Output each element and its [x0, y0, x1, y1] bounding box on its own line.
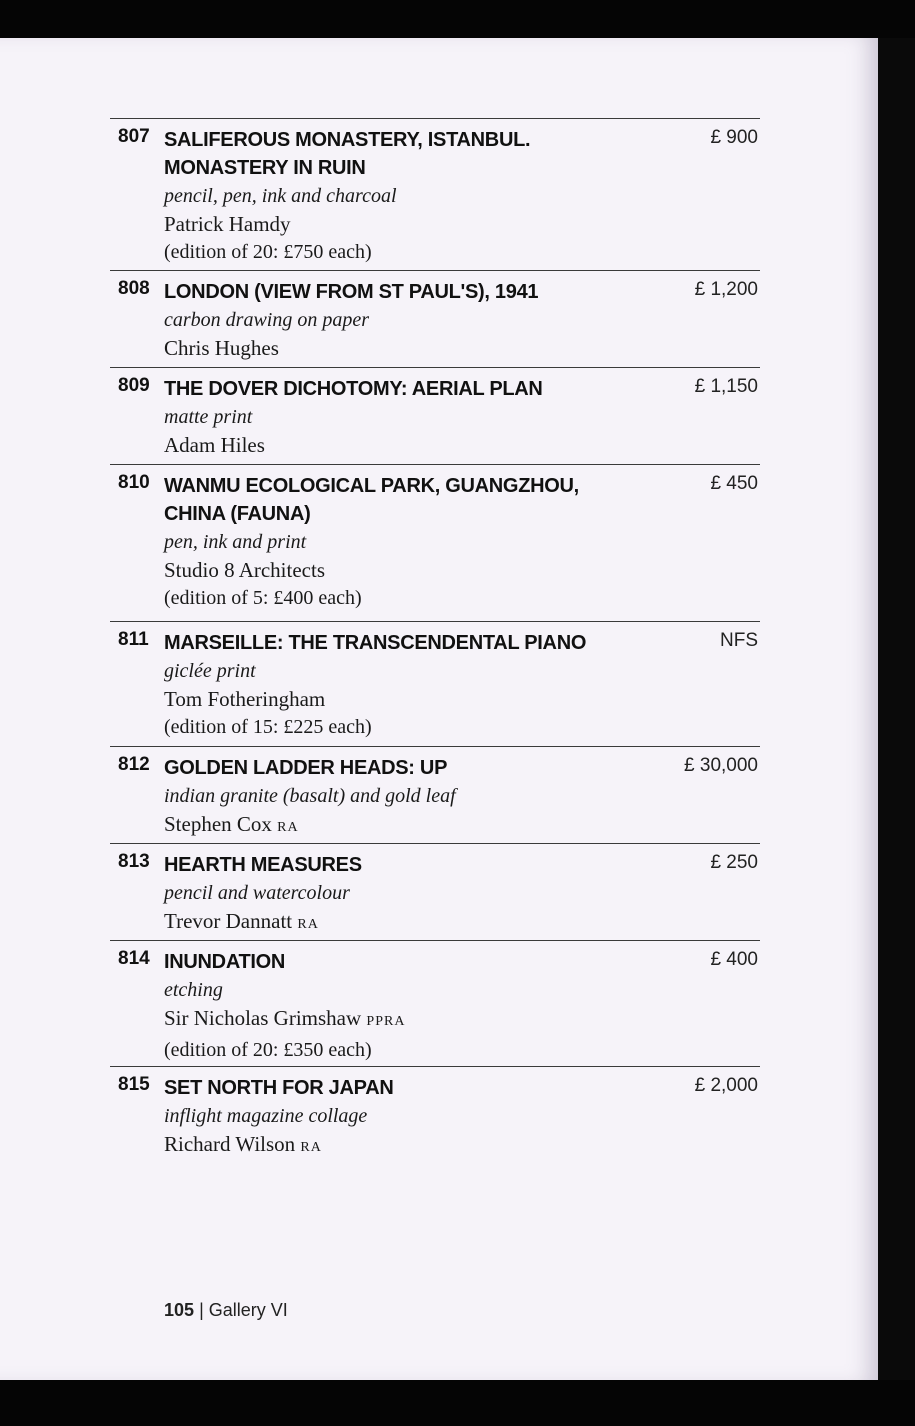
- entry-price: NFS: [720, 630, 758, 651]
- entry-title: INUNDATION: [164, 951, 286, 973]
- catalogue-entry: [110, 746, 760, 844]
- artist-name: Studio 8 Architects: [164, 558, 325, 582]
- entry-details: [164, 306, 664, 362]
- entry-number: 813: [118, 851, 150, 872]
- entry-medium: etching: [164, 979, 223, 1001]
- entry-number: 807: [118, 126, 150, 147]
- entry-title: HEARTH MEASURES: [164, 854, 362, 876]
- entry-medium: pencil and watercolour: [164, 882, 350, 904]
- entry-number: 814: [118, 948, 150, 969]
- entry-edition: (edition of 20: £350 each): [164, 1039, 372, 1061]
- entry-number: 810: [118, 472, 150, 493]
- entry-artist: [164, 334, 664, 362]
- entry-number: 812: [118, 754, 150, 775]
- artist-name: Patrick Hamdy: [164, 212, 291, 236]
- entry-price: £ 250: [710, 852, 758, 873]
- catalogue-entry: [110, 464, 760, 622]
- entry-edition: (edition of 5: £400 each): [164, 587, 362, 609]
- entry-number: 811: [118, 629, 149, 650]
- artist-honours: RA: [300, 1140, 322, 1155]
- artist-honours: PPRA: [366, 1014, 406, 1029]
- entry-details: [164, 403, 664, 459]
- entry-number: 808: [118, 278, 150, 299]
- entry-artist: [164, 431, 664, 459]
- catalogue-entry: [110, 118, 760, 271]
- artist-name: Trevor Dannatt: [164, 909, 293, 933]
- entry-price: £ 400: [710, 949, 758, 970]
- entry-price: £ 30,000: [684, 755, 758, 776]
- entry-title: SET NORTH FOR JAPAN: [164, 1077, 394, 1099]
- entry-artist: [164, 810, 664, 842]
- catalogue-entry: [110, 843, 760, 941]
- entry-details: [164, 657, 664, 741]
- entry-edition: (edition of 20: £750 each): [164, 241, 372, 263]
- artist-name: Adam Hiles: [164, 433, 265, 457]
- section-name: Gallery VI: [208, 1300, 288, 1320]
- footer-separator: |: [199, 1300, 204, 1320]
- artist-name: Chris Hughes: [164, 336, 279, 360]
- entry-medium: inflight magazine collage: [164, 1105, 368, 1127]
- entry-number: 815: [118, 1074, 150, 1095]
- page-footer: [164, 1300, 288, 1321]
- entry-title: MARSEILLE: THE TRANSCENDENTAL PIANO: [164, 632, 587, 654]
- entry-price: £ 2,000: [694, 1075, 758, 1096]
- entry-medium: pencil, pen, ink and charcoal: [164, 185, 397, 207]
- entry-price: £ 1,200: [694, 279, 758, 300]
- artist-name: Sir Nicholas Grimshaw: [164, 1006, 362, 1030]
- entry-medium: matte print: [164, 406, 253, 428]
- entry-title: WANMU ECOLOGICAL PARK, GUANGZHOU, CHINA (FAUNA): [164, 475, 579, 525]
- entry-medium: pen, ink and print: [164, 531, 307, 553]
- artist-name: Stephen Cox: [164, 812, 272, 836]
- entry-title: SALIFEROUS MONASTERY, ISTANBUL. MONASTERY IN RUIN: [164, 129, 531, 179]
- entry-price: £ 1,150: [694, 376, 758, 397]
- catalogue-entry: [110, 270, 760, 368]
- entry-medium: indian granite (basalt) and gold leaf: [164, 785, 456, 807]
- page-edge-shadow: [878, 38, 915, 1380]
- entry-price: £ 900: [710, 127, 758, 148]
- artist-name: Tom Fotheringham: [164, 687, 326, 711]
- entry-edition: (edition of 15: £225 each): [164, 716, 372, 738]
- entry-details: [164, 182, 664, 266]
- entry-artist: [164, 556, 664, 584]
- entry-artist: [164, 210, 664, 238]
- entry-number: 809: [118, 375, 150, 396]
- entry-medium: carbon drawing on paper: [164, 309, 369, 331]
- entry-artist: [164, 1130, 664, 1162]
- entry-title: LONDON (VIEW FROM ST PAUL'S), 1941: [164, 281, 539, 303]
- entry-details: [164, 879, 664, 939]
- entry-artist: [164, 685, 664, 713]
- entry-details: [164, 782, 664, 842]
- artist-honours: RA: [297, 917, 319, 932]
- entry-artist: [164, 1004, 664, 1036]
- entry-artist: [164, 907, 664, 939]
- entry-details: [164, 976, 664, 1064]
- entry-details: [164, 1102, 664, 1162]
- entry-title: GOLDEN LADDER HEADS: UP: [164, 757, 448, 779]
- entry-title: THE DOVER DICHOTOMY: AERIAL PLAN: [164, 378, 543, 400]
- catalogue-entry: [110, 621, 760, 747]
- catalogue-entry: [110, 1066, 760, 1167]
- artist-honours: RA: [277, 820, 299, 835]
- artist-name: Richard Wilson: [164, 1132, 296, 1156]
- entry-medium: giclée print: [164, 660, 256, 682]
- catalogue-entry: [110, 940, 760, 1067]
- entry-price: £ 450: [710, 473, 758, 494]
- catalogue-entry: [110, 367, 760, 465]
- entry-details: [164, 528, 664, 612]
- page-number: 105: [164, 1300, 195, 1320]
